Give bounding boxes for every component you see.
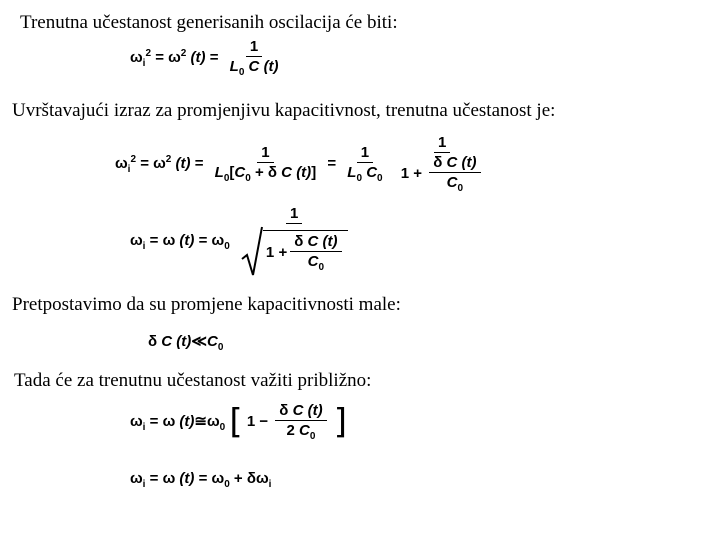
equation-5: $\omega_i = \omega$ $(t)≅\omega_0$ [ 1 − $\frac{\text{δ C (t)}}{2 C_0}$ ]	[130, 402, 348, 442]
equation-1: $\omega_i^2 = \omega^2$ (t) = $\frac{1}{L_0 C (t)}$	[130, 38, 279, 78]
sqrt-icon	[241, 225, 263, 277]
text-line-4: Tada će za trenutnu učestanost važiti približno:	[14, 370, 372, 391]
text-line-3: Pretpostavimo da su promjene kapacitivnosti male:	[12, 294, 401, 315]
text-line-2: Uvrštavajući izraz za promjenjivu kapacitivnost, trenutna učestanost je:	[12, 100, 556, 121]
equation-4: δ C $(t)≪C_0$	[148, 333, 224, 353]
equation-6: $\omega_i = \omega$ $(t) = \omega_0 + \delta\omega_i$	[130, 470, 272, 490]
equation-3: $\omega_i = \omega$ $(t) = \omega_0$ 1 1 + $\frac{\text{δ C (t)}}{C_0}$	[130, 205, 355, 277]
equation-2: $\omega_i^2 = \omega^2$ (t) = $\frac{1}{L_0[C_0 + \delta C (t)]}$ = $\frac{1}{L_0 C_0}$ 1 1 + $\frac{\text{δ C (t)}}{C_0}$	[115, 134, 491, 194]
text-line-1: Trenutna učestanost generisanih oscilacija će biti:	[20, 12, 398, 33]
